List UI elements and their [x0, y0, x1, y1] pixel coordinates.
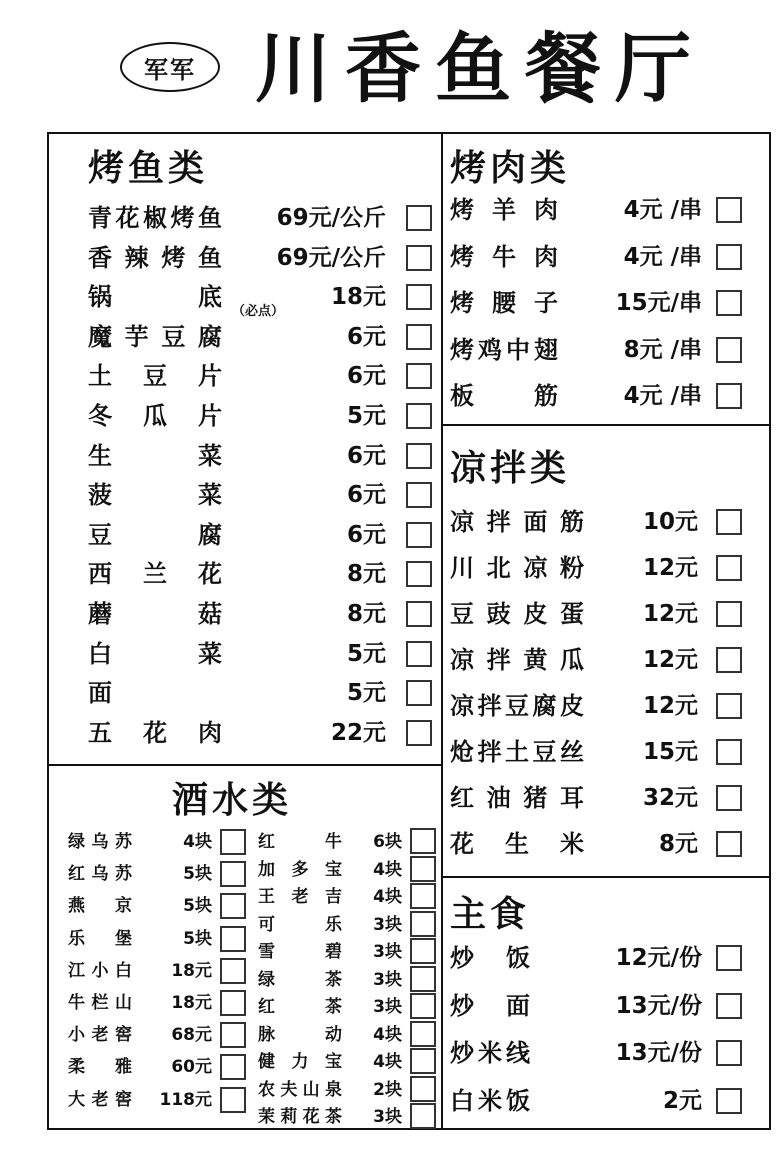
menu-item-price: 22元 — [330, 719, 386, 746]
order-checkbox[interactable] — [220, 1022, 246, 1048]
menu-item-name: 川 北 凉 粉 — [450, 554, 584, 582]
section-title-staples: 主食 — [450, 894, 531, 935]
menu-item-name: 燕 京 — [68, 896, 132, 917]
menu-item-row — [88, 436, 432, 476]
menu-item-price: 6元 — [346, 521, 386, 548]
menu-item-name: 凉 拌 面 筋 — [450, 508, 584, 536]
menu-item-price: 8元 — [658, 831, 698, 857]
divider-cold — [441, 424, 771, 426]
menu-item-price: 4块 — [373, 859, 402, 880]
menu-item-row — [88, 238, 432, 278]
order-checkbox[interactable] — [716, 337, 742, 363]
menu-item-price: 3块 — [373, 942, 402, 962]
menu-item-row — [450, 1081, 742, 1121]
order-checkbox[interactable] — [716, 509, 742, 535]
menu-item-row — [88, 594, 432, 634]
menu-item-price: 8元 — [346, 601, 386, 627]
menu-item-price: 12元/份 — [615, 945, 702, 971]
menu-item-row — [88, 554, 432, 594]
order-checkbox[interactable] — [716, 785, 742, 811]
menu-item-name: 魔 芋 豆 腐 — [88, 322, 222, 351]
order-checkbox[interactable] — [406, 680, 432, 706]
menu-item-name: 王 老 吉 — [258, 887, 342, 907]
menu-item-row — [450, 640, 742, 680]
order-checkbox[interactable] — [716, 693, 742, 719]
menu-item-name: 小 老 窖 — [68, 1025, 132, 1046]
menu-item-name: 土 豆 片 — [88, 362, 222, 391]
order-checkbox[interactable] — [716, 739, 742, 765]
menu-item-price: 118元 — [159, 1089, 212, 1110]
menu-item-price: 8元 — [346, 561, 386, 588]
menu-item-name: 豆 腐 — [88, 520, 222, 549]
menu-item-price: 4块 — [373, 887, 402, 907]
order-checkbox[interactable] — [716, 601, 742, 627]
menu-item-name: 乐 堡 — [68, 928, 132, 949]
menu-item-row — [258, 1101, 436, 1141]
menu-item-price: 6元 — [346, 363, 386, 390]
order-checkbox[interactable] — [406, 205, 432, 231]
menu-item-name: 红 茶 — [258, 997, 342, 1017]
order-checkbox[interactable] — [220, 861, 246, 887]
menu-item-row — [450, 1033, 742, 1073]
menu-item-price: 12元 — [642, 693, 698, 719]
menu-item-price: 4元 /串 — [623, 383, 702, 409]
menu-item-name: 凉 拌 豆 腐 皮 — [450, 692, 584, 720]
menu-item-name: 烤 牛 肉 — [450, 242, 558, 271]
order-checkbox[interactable] — [410, 883, 436, 909]
menu-item-name: 炒 饭 — [450, 944, 530, 972]
menu-item-name: 烤 羊 肉 — [450, 196, 558, 224]
must-order-note: （必点） — [232, 304, 285, 319]
menu-item-name: 大 老 窖 — [68, 1089, 132, 1110]
menu-item-price: 3块 — [373, 969, 402, 990]
order-checkbox[interactable] — [716, 383, 742, 409]
menu-item-price: 6元 — [346, 482, 386, 509]
menu-item-name: 香 辣 烤 鱼 — [88, 243, 222, 272]
menu-item-name: 绿 茶 — [258, 969, 342, 990]
menu-item-price: 13元/份 — [615, 1040, 702, 1066]
order-checkbox[interactable] — [410, 966, 436, 992]
order-checkbox[interactable] — [406, 245, 432, 271]
menu-item-name: 炝 拌 土 豆 丝 — [450, 738, 584, 766]
section-title-drinks: 酒水类 — [172, 780, 293, 821]
menu-item-price: 5块 — [183, 928, 212, 949]
menu-item-name: 脉 动 — [258, 1024, 342, 1045]
menu-item-name: 红 乌 苏 — [68, 864, 132, 885]
menu-item-row — [88, 515, 432, 555]
menu-item-price: 12元 — [642, 601, 698, 627]
menu-item-name: 农 夫 山 泉 — [258, 1079, 342, 1100]
menu-item-name: 生 菜 — [88, 441, 222, 470]
order-checkbox[interactable] — [220, 958, 246, 984]
menu-item-price: 12元 — [642, 555, 698, 581]
menu-item-price: 8元 /串 — [623, 336, 702, 363]
order-checkbox[interactable] — [716, 945, 742, 971]
order-checkbox[interactable] — [220, 893, 246, 919]
menu-item-price: 15元 — [642, 739, 698, 765]
menu-item-row — [88, 673, 432, 713]
menu-item-name: 雪 碧 — [258, 942, 342, 962]
menu-item-name: 健 力 宝 — [258, 1052, 342, 1072]
menu-item-row — [450, 594, 742, 634]
order-checkbox[interactable] — [410, 1076, 436, 1102]
menu-item-row — [88, 317, 432, 357]
menu-item-price: 5块 — [183, 896, 212, 917]
menu-item-row — [68, 1084, 246, 1124]
menu-item-price: 5元 — [346, 680, 386, 707]
menu-item-name: 柔 雅 — [68, 1057, 132, 1078]
menu-item-price: 18元 — [330, 284, 386, 311]
menu-item-row — [88, 277, 432, 317]
menu-item-price: 12元 — [642, 647, 698, 673]
menu-item-row — [450, 938, 742, 978]
order-checkbox[interactable] — [406, 641, 432, 667]
menu-item-name: 豆 豉 皮 蛋 — [450, 600, 584, 628]
order-checkbox[interactable] — [410, 1021, 436, 1047]
menu-item-name: 牛 栏 山 — [68, 993, 132, 1013]
menu-item-price: 4元 /串 — [623, 197, 702, 223]
menu-item-name: 板 筋 — [450, 382, 558, 410]
order-checkbox[interactable] — [406, 561, 432, 587]
order-checkbox[interactable] — [220, 926, 246, 952]
order-checkbox[interactable] — [716, 993, 742, 1019]
menu-item-price: 10元 — [642, 509, 698, 535]
menu-item-price: 2元 — [662, 1087, 702, 1114]
menu-item-name: 菠 菜 — [88, 481, 222, 510]
menu-item-price: 6块 — [373, 832, 402, 852]
order-checkbox[interactable] — [220, 829, 246, 855]
order-checkbox[interactable] — [220, 1054, 246, 1080]
column-divider — [441, 132, 443, 1130]
section-title-grill-fish: 烤鱼类 — [88, 148, 209, 189]
menu-item-price: 68元 — [171, 1025, 212, 1046]
menu-item-price: 2块 — [373, 1079, 402, 1100]
menu-item-price: 4块 — [373, 1024, 402, 1045]
menu-item-price: 15元/串 — [615, 290, 702, 316]
menu-item-row — [88, 356, 432, 396]
order-checkbox[interactable] — [410, 828, 436, 854]
menu-item-price: 60元 — [171, 1057, 212, 1078]
menu-header — [0, 0, 777, 130]
menu-item-price: 69元/公斤 — [276, 244, 386, 271]
menu-item-row — [450, 330, 742, 370]
menu-item-name: 青 花 椒 烤 鱼 — [88, 204, 222, 232]
menu-item-price: 3块 — [373, 997, 402, 1017]
divider-drinks — [47, 764, 443, 766]
menu-item-row — [450, 778, 742, 818]
restaurant-title: 川香鱼餐厅 — [255, 24, 705, 113]
menu-item-row — [88, 475, 432, 515]
order-checkbox[interactable] — [406, 443, 432, 469]
menu-item-price: 5元 — [346, 403, 386, 429]
menu-item-row — [450, 283, 742, 323]
menu-item-row — [450, 824, 742, 864]
menu-item-row — [450, 548, 742, 588]
order-checkbox[interactable] — [716, 555, 742, 581]
menu-item-price: 5元 — [346, 640, 386, 667]
menu-item-row — [450, 376, 742, 416]
order-checkbox[interactable] — [716, 1040, 742, 1066]
order-checkbox[interactable] — [406, 284, 432, 310]
menu-item-name: 白 米 饭 — [450, 1086, 530, 1115]
menu-item-row — [88, 198, 432, 238]
order-checkbox[interactable] — [406, 403, 432, 429]
order-checkbox[interactable] — [410, 993, 436, 1019]
menu-item-row — [88, 713, 432, 753]
section-title-grill-meat: 烤肉类 — [450, 148, 571, 189]
menu-item-name: 西 兰 花 — [88, 560, 222, 589]
brand-badge: 军军 — [120, 42, 220, 92]
order-checkbox[interactable] — [716, 1088, 742, 1114]
menu-item-row — [450, 732, 742, 772]
menu-item-price: 3块 — [373, 1107, 402, 1127]
menu-item-name: 红 油 猪 耳 — [450, 784, 584, 812]
menu-item-name: 冬 瓜 片 — [88, 402, 222, 430]
menu-item-name: 可 乐 — [258, 914, 342, 935]
menu-item-name: 加 多 宝 — [258, 859, 342, 880]
order-checkbox[interactable] — [410, 1103, 436, 1129]
menu-item-row — [450, 237, 742, 277]
menu-item-name: 烤 鸡 中 翅 — [450, 335, 558, 364]
menu-item-price: 5块 — [183, 864, 212, 885]
menu-item-row — [450, 502, 742, 542]
menu-item-price: 13元/份 — [615, 992, 702, 1019]
menu-item-name: 炒 面 — [450, 991, 530, 1020]
divider-staples — [441, 876, 771, 878]
menu-item-price: 6元 — [346, 323, 386, 350]
menu-item-row — [88, 396, 432, 436]
menu-item-name: 面 — [88, 679, 112, 708]
order-checkbox[interactable] — [410, 911, 436, 937]
menu-item-name: 茉 莉 花 茶 — [258, 1107, 342, 1127]
order-checkbox[interactable] — [716, 197, 742, 223]
menu-item-name: 白 菜 — [88, 639, 222, 668]
order-checkbox[interactable] — [716, 244, 742, 270]
menu-item-price: 3块 — [373, 914, 402, 935]
menu-item-name: 凉 拌 黄 瓜 — [450, 646, 584, 674]
menu-item-row — [450, 686, 742, 726]
order-checkbox[interactable] — [406, 482, 432, 508]
menu-item-name: 红 牛 — [258, 832, 342, 852]
order-checkbox[interactable] — [410, 938, 436, 964]
order-checkbox[interactable] — [220, 990, 246, 1016]
menu-item-price: 69元/公斤 — [276, 205, 386, 231]
order-checkbox[interactable] — [716, 831, 742, 857]
order-checkbox[interactable] — [410, 1048, 436, 1074]
order-checkbox[interactable] — [716, 290, 742, 316]
order-checkbox[interactable] — [406, 720, 432, 746]
menu-item-price: 4块 — [373, 1052, 402, 1072]
menu-item-name: 五 花 肉 — [88, 718, 222, 747]
menu-item-name: 烤 腰 子 — [450, 289, 558, 317]
order-checkbox[interactable] — [410, 856, 436, 882]
menu-item-name: 江 小 白 — [68, 960, 132, 981]
order-checkbox[interactable] — [220, 1087, 246, 1113]
order-checkbox[interactable] — [406, 324, 432, 350]
section-title-cold: 凉拌类 — [450, 448, 571, 489]
order-checkbox[interactable] — [406, 601, 432, 627]
order-checkbox[interactable] — [406, 363, 432, 389]
menu-item-row — [450, 986, 742, 1026]
menu-item-row — [88, 634, 432, 674]
menu-item-price: 32元 — [642, 785, 698, 811]
menu-item-price: 18元 — [171, 993, 212, 1013]
menu-item-name: 锅 底 — [88, 283, 222, 312]
menu-item-name: 绿 乌 苏 — [68, 832, 132, 852]
menu-item-name: 蘑 菇 — [88, 600, 222, 628]
menu-item-price: 6元 — [346, 442, 386, 469]
menu-item-row — [450, 190, 742, 230]
order-checkbox[interactable] — [716, 647, 742, 673]
menu-item-name: 花 生 米 — [450, 830, 584, 858]
menu-item-price: 4元 /串 — [623, 243, 702, 270]
order-checkbox[interactable] — [406, 522, 432, 548]
menu-item-price: 18元 — [171, 960, 212, 981]
menu-item-price: 4块 — [183, 832, 212, 852]
menu-item-name: 炒 米 线 — [450, 1039, 530, 1067]
